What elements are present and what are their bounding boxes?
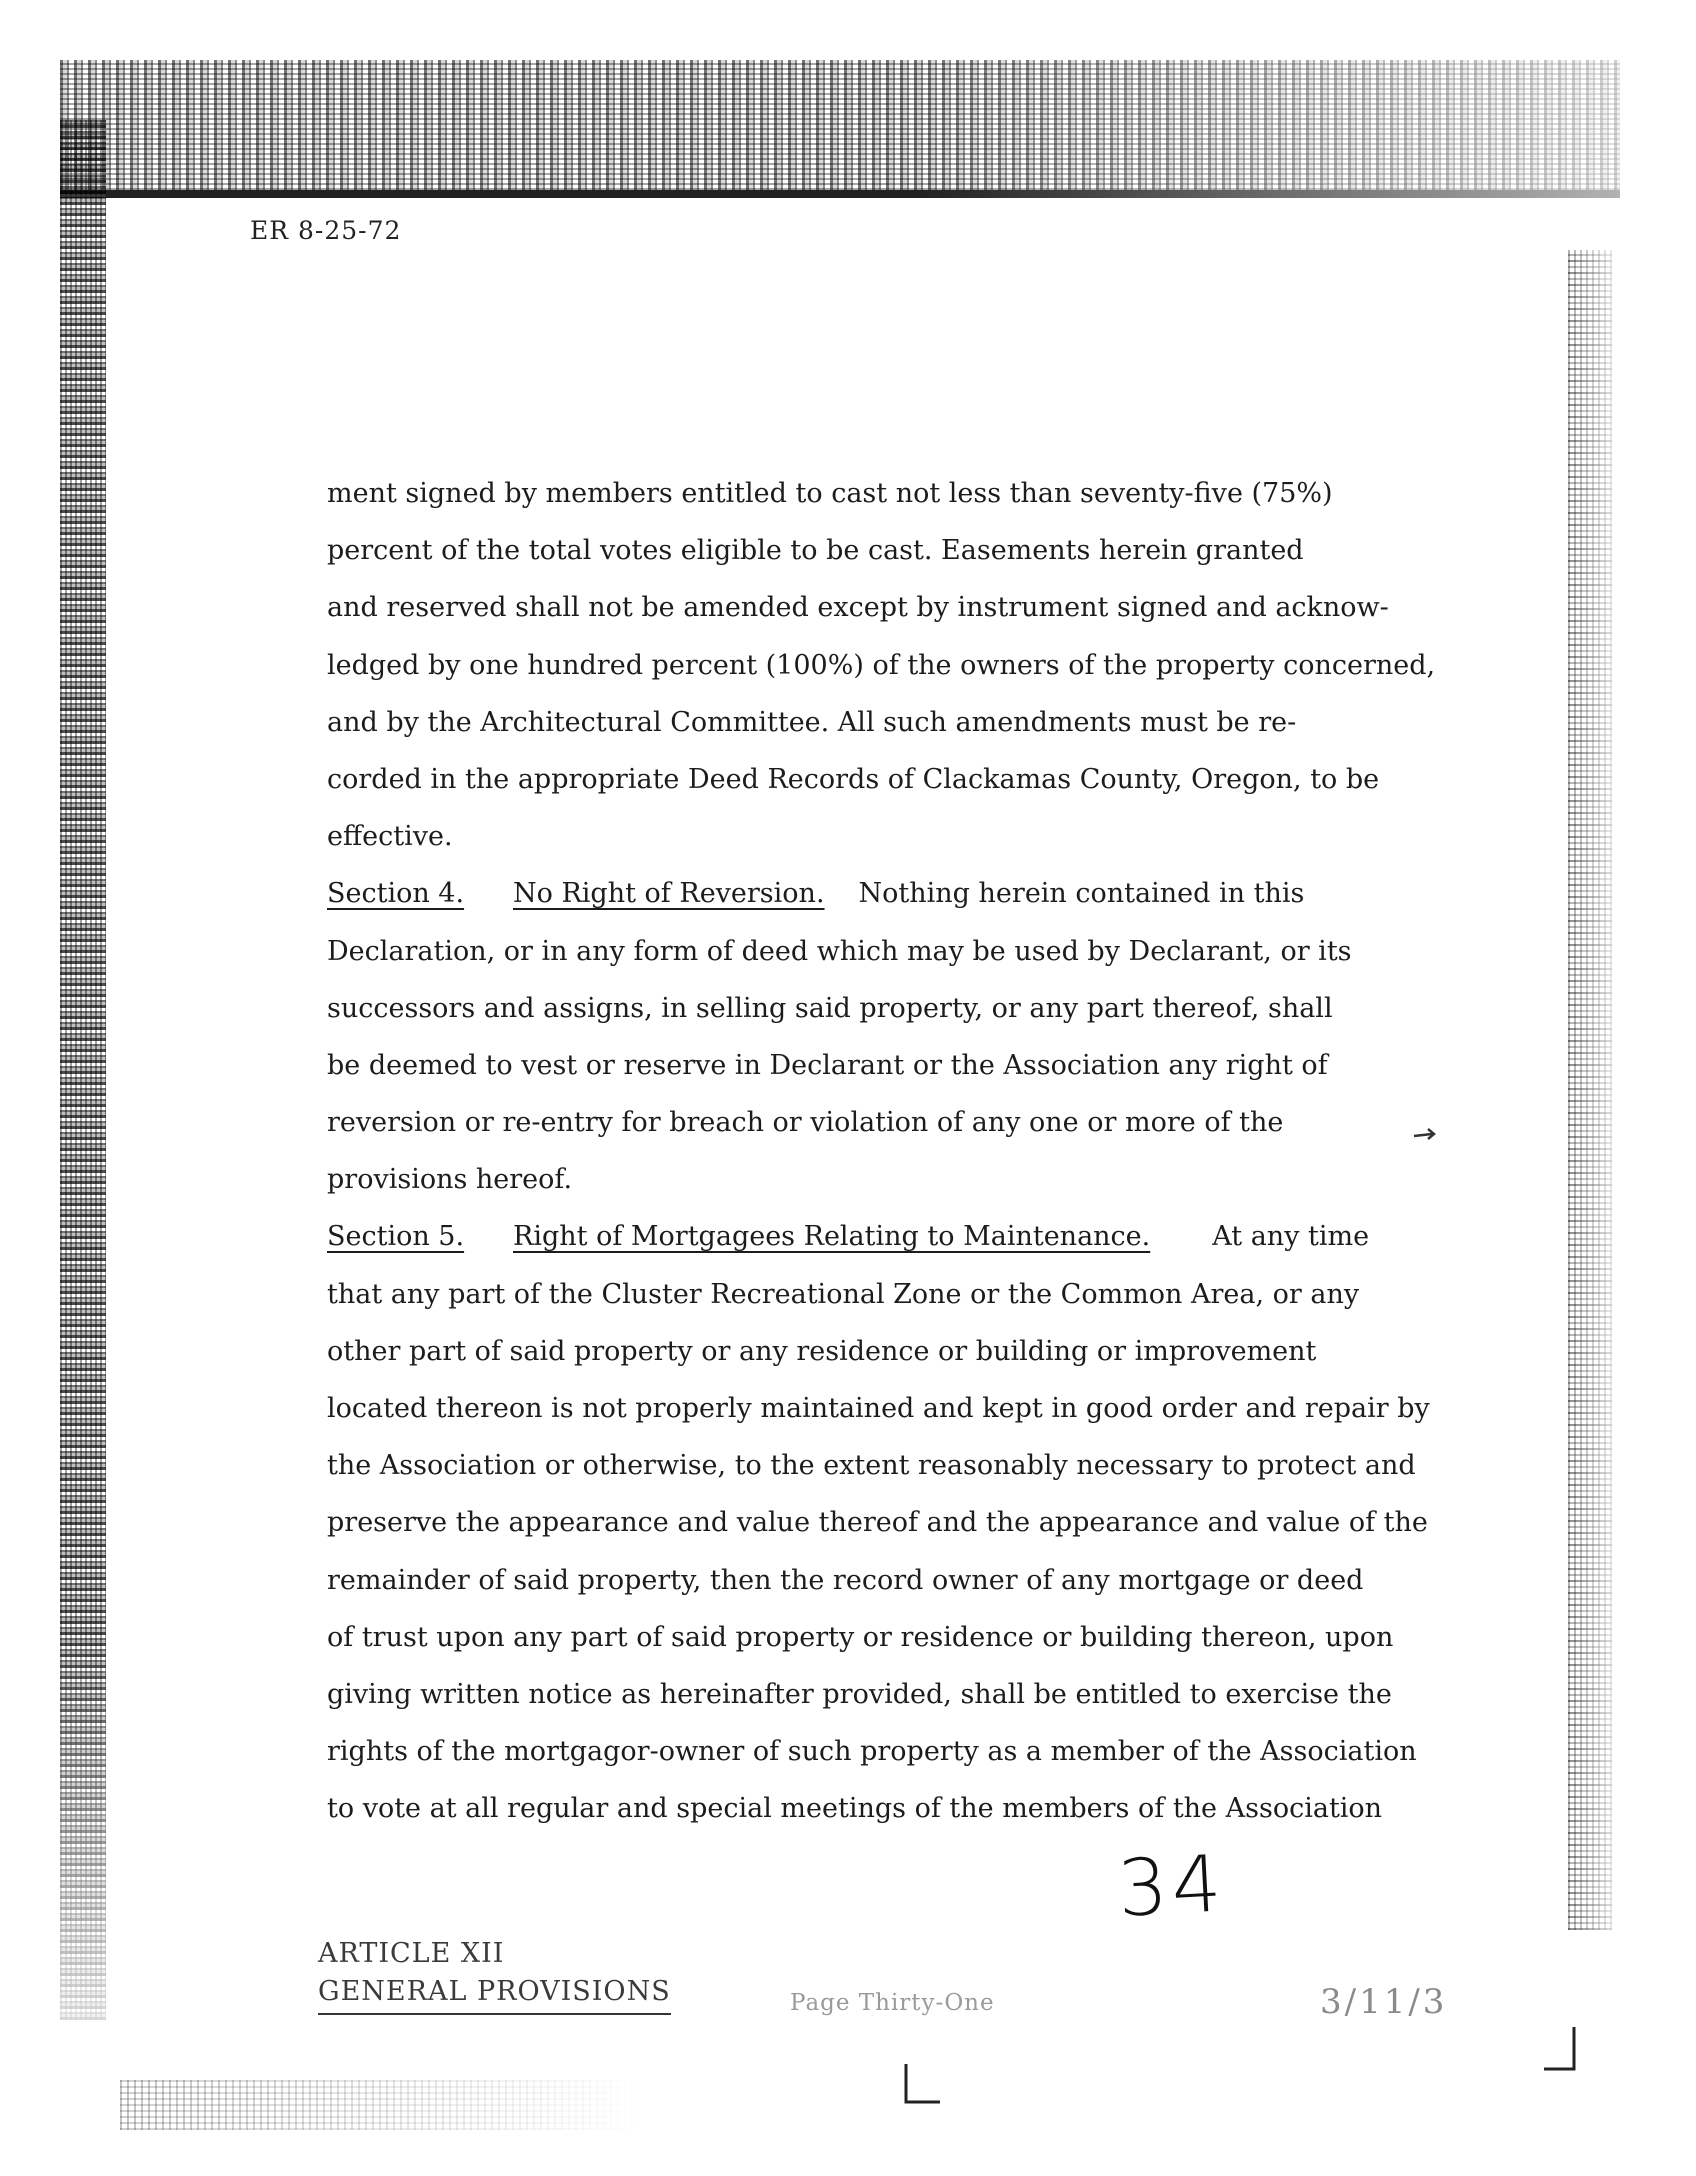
body-line: percent of the total votes eligible to be cast. Easements herein granted — [327, 535, 1304, 567]
body-line: and by the Architectural Committee. All such amendments must be re- — [327, 706, 1297, 738]
section-4-label: Section 4. — [327, 878, 465, 910]
section-5-line: of trust upon any part of said property or residence or building thereon, upon — [327, 1621, 1394, 1653]
document-reference: ER 8-25-72 — [250, 216, 402, 245]
section-5-line: located thereon is not properly maintained and kept in good order and repair by — [327, 1393, 1430, 1424]
section-5-line: that any part of the Cluster Recreational Zone or the Common Area, or any — [327, 1278, 1360, 1310]
body-line: corded in the appropriate Deed Records of Clackamas County, Oregon, to be — [327, 763, 1380, 795]
scan-border-top — [60, 60, 1620, 198]
scan-noise-bottom — [120, 2080, 640, 2130]
section-5-line: the Association or otherwise, to the extent reasonably necessary to protect and — [327, 1450, 1416, 1482]
section-4-title: No Right of Reversion. — [513, 878, 825, 910]
article-caption — [318, 1935, 671, 2015]
section-4-heading — [327, 865, 1487, 922]
section-4-line: successors and assigns, in selling said property, or any part thereof, shall — [327, 992, 1333, 1024]
section-4-line: provisions hereof. — [327, 1164, 573, 1196]
handwritten-page-number: 34 — [1115, 1839, 1228, 1935]
section-4-lead: Nothing herein contained in this — [858, 878, 1305, 910]
section-5-line: giving written notice as hereinafter provided, shall be entitled to exercise the — [327, 1678, 1392, 1710]
crop-mark-icon — [900, 2060, 960, 2110]
section-5-label: Section 5. — [327, 1221, 465, 1253]
section-4-line: Declaration, or in any form of deed which may be used by Declarant, or its — [327, 935, 1352, 967]
section-5-line: remainder of said property, then the record owner of any mortgage or deed — [327, 1564, 1364, 1596]
article-title: GENERAL PROVISIONS — [318, 1973, 671, 2015]
section-4-line: be deemed to vest or reserve in Declarant or the Association any right of — [327, 1049, 1328, 1081]
section-5-line: other part of said property or any residence or building or improvement — [327, 1335, 1317, 1367]
document-body — [327, 465, 1487, 1838]
section-5-heading — [327, 1208, 1487, 1265]
article-number: ARTICLE XII — [318, 1938, 505, 1969]
margin-arrow-icon — [1412, 1124, 1440, 1144]
body-line: effective. — [327, 821, 453, 853]
body-line: ledged by one hundred percent (100%) of the owners of the property concerned, — [327, 649, 1436, 681]
recording-stamp: 3/11/3 — [1320, 1982, 1448, 2022]
body-line: and reserved shall not be amended except by instrument signed and acknow- — [327, 592, 1389, 624]
section-4-line: reversion or re-entry for breach or violation of any one or more of the — [327, 1107, 1284, 1139]
scan-border-left — [60, 120, 106, 2020]
page-label: Page Thirty-One — [790, 1990, 995, 2016]
section-5-line: rights of the mortgagor-owner of such property as a member of the Association — [327, 1736, 1417, 1768]
section-5-lead: At any time — [1212, 1221, 1370, 1253]
section-5-line: to vote at all regular and special meetings of the members of the Association — [327, 1793, 1383, 1825]
section-5-title: Right of Mortgagees Relating to Maintenance. — [513, 1221, 1151, 1253]
crop-mark-icon — [1540, 2025, 1580, 2075]
body-line: ment signed by members entitled to cast not less than seventy-five (75%) — [327, 478, 1333, 509]
scan-border-right — [1568, 250, 1612, 1930]
section-5-line: preserve the appearance and value thereof and the appearance and value of the — [327, 1507, 1428, 1539]
